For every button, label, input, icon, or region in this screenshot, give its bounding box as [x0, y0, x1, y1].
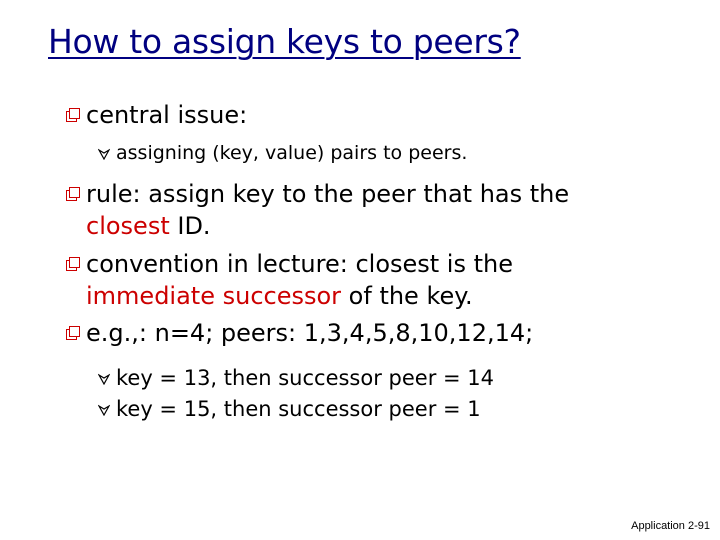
bullet-convention-text: convention in lecture: closest is the — [86, 250, 513, 278]
sub-bullet-key-13: key = 13, then successor peer = 14 — [116, 366, 494, 390]
sub-bullet-key-15: key = 15, then successor peer = 1 — [116, 397, 481, 421]
slide-title: How to assign keys to peers? — [48, 22, 521, 61]
bullet-rule-text: rule: assign key to the peer that has the — [86, 180, 570, 208]
bullet-convention — [86, 249, 513, 279]
sub-bullet-assigning: assigning (key, value) pairs to peers. — [116, 142, 468, 164]
diamond-bullet-icon — [98, 148, 110, 160]
bullet-example: e.g.,: n=4; peers: 1,3,4,5,8,10,12,14; — [86, 319, 534, 347]
bullet-rule-cont — [86, 211, 211, 241]
bullet-central-issue: central issue: — [86, 101, 248, 129]
square-bullet-icon — [66, 326, 80, 340]
bullet-rule — [86, 179, 569, 209]
bullet-convention-cont — [86, 281, 473, 311]
diamond-bullet-icon — [98, 373, 110, 385]
square-bullet-icon — [66, 187, 80, 201]
bullet-convention-end: of the key. — [341, 282, 473, 310]
highlight-closest: closest — [86, 212, 170, 240]
slide-footer: Application 2-91 — [631, 520, 710, 532]
square-bullet-icon — [66, 257, 80, 271]
square-bullet-icon — [66, 108, 80, 122]
bullet-rule-id: ID. — [169, 212, 211, 240]
highlight-immediate-successor: immediate successor — [86, 282, 342, 310]
diamond-bullet-icon — [98, 404, 110, 416]
